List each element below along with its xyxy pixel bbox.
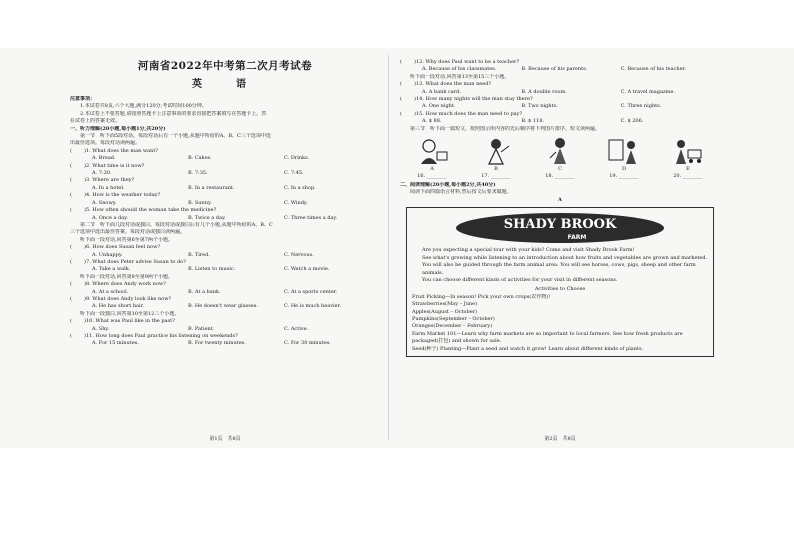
instruction-8-9: 听下面一段对话,回答第8至第9两个小题。	[80, 273, 173, 280]
section-2-instruction: 第二节 听下面几段对话或独白。每段对话或独白后有几个小题,从题中所给的A、B、C	[80, 221, 273, 228]
activity-seed-planting: Seed(种子) Planting—Plant a seed and watch it grow! Learn about different kinds of plants.	[412, 345, 644, 352]
options-13: A. A bank card. B. A double room. C. A travel magazine.	[422, 88, 675, 95]
question-4: ( )4. How is the weather today?	[70, 192, 161, 199]
farm-ad	[406, 207, 714, 357]
question-14: ( )14. How many nights will the man stay there?	[400, 96, 533, 103]
picture-a: A	[407, 136, 457, 172]
exam-subject: 英 语	[192, 79, 258, 90]
section-3-instruction: 第三节 听下面一篇短文。按照图示所内容的先后顺序将下列图片排序。短文读两遍。	[410, 125, 601, 132]
picture-c: C	[535, 136, 585, 172]
part-2-heading: 二、阅读理解(20小题,每小题2分,共40分)	[400, 182, 496, 189]
options-10: A. Shy. B. Patient. C. Active.	[92, 325, 309, 332]
options-9: A. He has short hair. B. He doesn't wear glasses. C. He is much heavier.	[92, 303, 342, 310]
passage-letter: A	[558, 196, 562, 203]
part-2-instruction: 阅读下面四篇语言材料,然后按文后要求做题。	[410, 189, 512, 196]
question-15: ( )15. How much does the man need to pay?	[400, 110, 523, 117]
options-8: A. At a school. B. At a bank. C. At a sports center.	[92, 288, 338, 295]
shopping-cart-icon	[671, 136, 705, 166]
page-fold	[388, 55, 389, 440]
question-10: ( )10. What was Paul like in the past?	[70, 318, 175, 325]
note-2: 2.本试卷上不要答题,请按照答题卡上注意事项的要求直接把答案填写在答题卡上。答	[80, 110, 267, 117]
section-2-instruction-cont: 三个选项中选出最佳答案。每段对话或独白读两遍。	[70, 229, 186, 236]
options-5: A. Once a day. B. Twice a day. C. Three times a day.	[92, 214, 338, 221]
blank-18: 18. ________	[545, 173, 575, 180]
page-2-footer: 第2页 共8页	[544, 436, 576, 442]
activity-pumpkins: Pumpkins(September – October)	[412, 315, 495, 322]
options-1: A. Bread. B. Cakes. C. Drinks.	[92, 155, 310, 162]
options-11: A. For 15 minutes. B. For twenty minutes. C. For 30 minutes.	[92, 340, 331, 347]
question-5: ( )5. How often should the woman take the medicine?	[70, 207, 217, 214]
blank-17: 17. ________	[481, 173, 511, 180]
blank-16: 16. ________	[417, 173, 447, 180]
note-3: 在试卷上的答案无效。	[70, 118, 121, 125]
question-9: ( )9. What does Andy look like now?	[70, 295, 172, 302]
ad-paragraph-3: You can choose different kinds of activities for your visit in different seasons.	[422, 276, 618, 283]
options-2: A. 7:30. B. 7:35. C. 7:45.	[92, 170, 304, 177]
ad-paragraph-2: See what's growing while listening to an introduction about how fruits and vegetables are grown and marketed. You will also be guided through the farm animal area. You will see horses, cows, pigs, sheep and other farm animals.	[422, 254, 708, 276]
svg-text:FARM: FARM	[567, 234, 587, 242]
activity-apples: Apples(August – October)	[412, 308, 478, 315]
question-12: ( )12. Why does Paul want to be a teacher?	[400, 59, 520, 65]
picture-b: B	[471, 136, 521, 172]
listening-pictures	[400, 136, 720, 172]
question-1: ( )1. What does the man want?	[70, 147, 159, 154]
question-2: ( )2. What time is it now?	[70, 162, 145, 169]
answer-blanks	[400, 173, 720, 179]
question-13: ( )13. What does the man need?	[400, 81, 492, 88]
notes-title: 注意事项：	[70, 96, 96, 102]
blank-19: 19. ________	[609, 173, 639, 180]
options-15: A. $ 88. B. $ 118. C. $ 206.	[422, 118, 644, 125]
girl-waving-icon	[479, 136, 513, 166]
question-8: ( )8. Where does Andy work now?	[70, 281, 166, 288]
question-7: ( )7. What does Peter advise Susan to do?	[70, 258, 186, 265]
activities-title: Activities to Choose	[534, 286, 586, 293]
section-1-instruction: 第一节 听下面5段对话。每段对话后有一个小题,从题中所给的A、B、C三个选项中选	[80, 133, 271, 140]
blank-20: 20. ________	[673, 173, 703, 180]
instruction-13-15: 听下面一段对话,回答第13至第15三个小题。	[410, 73, 510, 80]
activity-oranges: Oranges(December – February)	[412, 323, 493, 330]
questions-1-5	[70, 148, 380, 222]
section-1-instruction-cont: 出最佳选项。每段对话读两遍。	[70, 140, 141, 147]
picture-e: E	[663, 136, 713, 172]
options-4: A. Snowy. B. Sunny. C. Windy.	[92, 199, 308, 206]
farm-logo-icon	[455, 211, 665, 245]
svg-text:SHADY BROOK: SHADY BROOK	[503, 217, 617, 233]
instruction-10-12: 听下面一段独白,回答第10至第12三个小题。	[80, 310, 180, 317]
activity-strawberries: Strawberries(May – June)	[412, 301, 478, 308]
part-1-heading: 一、听力理解(20小题,每小题1分,共20分)	[70, 125, 166, 132]
question-11: ( )11. How long does Paul practice his listening on weekends?	[70, 333, 238, 339]
page-1	[70, 50, 380, 446]
ad-paragraph-1: Are you expecting a special tour with your kids? Come and visit Shady Brook Farm!	[422, 247, 635, 254]
options-12: A. Because of his classmates. B. Because of his parents. C. Because of his teacher.	[422, 66, 687, 73]
section-2-sub-instruction: 听下面一段对话,回答第6至第7两个小题。	[80, 236, 173, 243]
shady-brook-logo	[412, 211, 708, 245]
boy-chef-icon	[415, 136, 449, 166]
exam-title: 河南省2022年中考第二次月考试卷	[137, 60, 313, 72]
activity-farm-market: Farm Market 101—Learn why farm markets are so important to local farmers. See how fresh products are packaged(打包) and shown for sale.	[412, 330, 683, 345]
options-14: A. One night. B. Two nights. C. Three nights.	[422, 103, 662, 110]
question-3: ( )3. Where are they?	[70, 177, 135, 184]
picture-d: D	[599, 136, 649, 172]
question-6: ( )6. How does Susan feel now?	[70, 244, 161, 251]
woman-standing-icon	[543, 136, 577, 166]
page-2	[400, 50, 720, 446]
note-1: 1.本试卷共8页,六个大题,满分120分,考试时间100分钟。	[80, 103, 207, 110]
options-6: A. Unhappy. B. Tired. C. Nervous.	[92, 251, 314, 258]
options-7: A. Take a walk. B. Listen to music. C. Watch a movie.	[92, 266, 330, 273]
page-1-footer: 第1页 共8页	[209, 436, 241, 442]
shopping-icon	[607, 136, 641, 166]
options-3: A. In a hotel. B. In a restaurant. C. In a shop.	[92, 184, 316, 191]
activity-fruit-picking: Fruit Picking—In season! Pick your own crops(农作物)!	[412, 293, 551, 300]
